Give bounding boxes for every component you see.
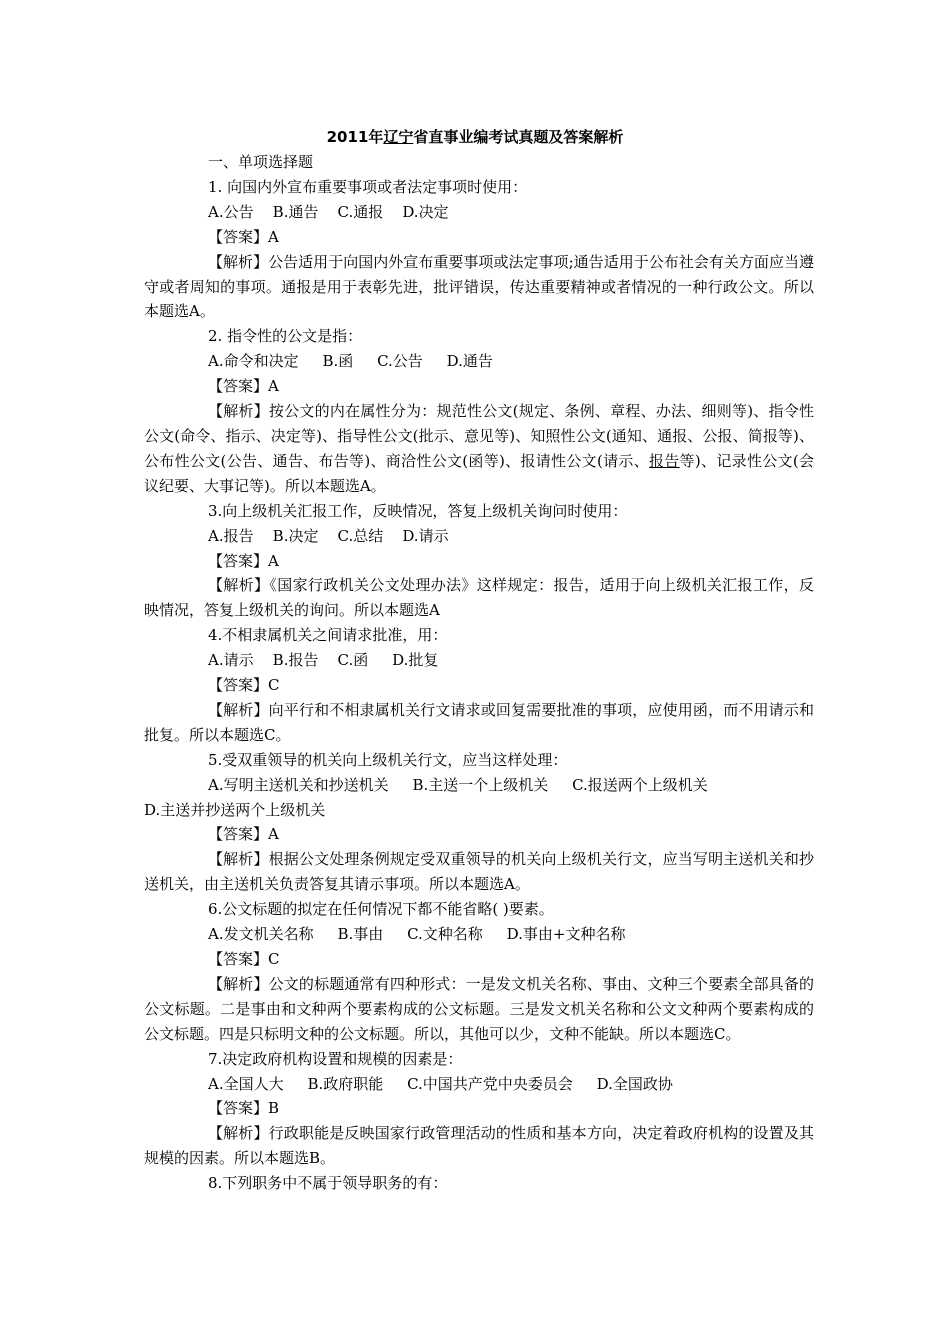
question-1-options: A.公告 B.通告 C.通报 D.决定 — [208, 202, 449, 221]
question-4-answer: 【答案】C — [208, 676, 280, 695]
question-5-stem: 5.受双重领导的机关向上级机关行文，应当这样处理： — [208, 750, 568, 769]
title-prefix: 2011年 — [326, 128, 384, 146]
question-3-stem: 3.向上级机关汇报工作，反映情况，答复上级机关询问时使用： — [208, 501, 628, 520]
question-5-options-line-1: A.写明主送机关和抄送机关 B.主送一个上级机关 C.报送两个上级机关 — [208, 775, 708, 794]
question-6-analysis: 【解析】公文的标题通常有四种形式：一是发文机关名称、事由、文种三个要素全部具备的公文标题。二是事由和文种两个要素构成的公文标题。三是发文机关名称和公文文种两个要素构成的公文标题。四是只标明文种的公文标题。所以，其他可以少，文种不能缺。所以本题选C。 — [144, 974, 814, 1043]
question-2-analysis — [144, 399, 814, 499]
question-2-analysis-part-b: 等)、记录性公文(会议纪要、大事记等)。所以本题选A。 — [144, 451, 814, 495]
question-3-answer: 【答案】A — [208, 551, 279, 570]
question-5-analysis: 【解析】根据公文处理条例规定受双重领导的机关向上级机关行文，应当写明主送机关和抄送机关，由主送机关负责答复其请示事项。所以本题选A。 — [144, 850, 814, 894]
question-6-options: A.发文机关名称 B.事由 C.文种名称 D.事由+文种名称 — [208, 925, 626, 944]
question-7-answer: 【答案】B — [208, 1099, 280, 1118]
report-link[interactable]: 报告 — [649, 451, 680, 470]
section-heading: 一、单项选择题 — [208, 153, 314, 171]
question-4-stem: 4.不相隶属机关之间请求批准，用： — [208, 626, 448, 645]
question-6-answer: 【答案】C — [208, 950, 280, 968]
question-5-options-line-2: D.主送并抄送两个上级机关 — [144, 800, 326, 819]
question-1-stem: 1. 向国内外宣布重要事项或者法定事项时使用： — [208, 177, 528, 196]
question-1-analysis: 【解析】公告适用于向国内外宣布重要事项或法定事项;通告适用于公布社会有关方面应当遵守或者周知的事项。通报是用于表彰先进，批评错误，传达重要精神或者情况的一种行政公文。所以本题选A。 — [144, 252, 814, 321]
question-8-stem: 8.下列职务中不属于领导职务的有： — [208, 1174, 448, 1193]
question-4-analysis: 【解析】向平行和不相隶属机关行文请求或回复需要批准的事项，应使用函，而不用请示和批复。所以本题选C。 — [144, 700, 814, 744]
question-2-options: A.命令和决定 B.函 C.公告 D.通告 — [208, 352, 493, 371]
question-3-analysis: 【解析】《国家行政机关公文处理办法》这样规定：报告，适用于向上级机关汇报工作，反映情况，答复上级机关的询问。所以本题选A — [144, 576, 814, 620]
question-5-answer: 【答案】A — [208, 825, 279, 844]
question-2-stem: 2. 指令性的公文是指： — [208, 327, 363, 346]
question-6-stem: 6.公文标题的拟定在任何情况下都不能省略( )要素。 — [208, 900, 554, 919]
title-suffix: 省直事业编考试真题及答案解析 — [413, 128, 624, 146]
question-7-stem: 7.决定政府机构设置和规模的因素是： — [208, 1049, 463, 1068]
question-7-options: A.全国人大 B.政府职能 C.中国共产党中央委员会 D.全国政协 — [208, 1074, 673, 1093]
question-2-answer: 【答案】A — [208, 377, 279, 396]
document-title — [0, 125, 950, 149]
question-2-analysis-part-a: 【解析】按公文的内在属性分为：规范性公文(规定、条例、章程、办法、细则等)、指令性公文(命令、指示、决定等)、指导性公文(批示、意见等)、知照性公文(通知、通报、公报、简报等)、公布性公文(公告、通告、布告等)、商洽性公文(函等)、报请性公文(请示、 — [144, 402, 814, 470]
question-3-options: A.报告 B.决定 C.总结 D.请示 — [208, 526, 449, 545]
question-4-options: A.请示 B.报告 C.函 D.批复 — [208, 651, 439, 670]
document-body — [144, 150, 814, 1196]
title-link[interactable]: 辽宁 — [383, 128, 414, 146]
question-7-analysis: 【解析】行政职能是反映国家行政管理活动的性质和基本方向，决定着政府机构的设置及其规模的因素。所以本题选B。 — [144, 1124, 814, 1168]
question-1-answer: 【答案】A — [208, 227, 279, 246]
